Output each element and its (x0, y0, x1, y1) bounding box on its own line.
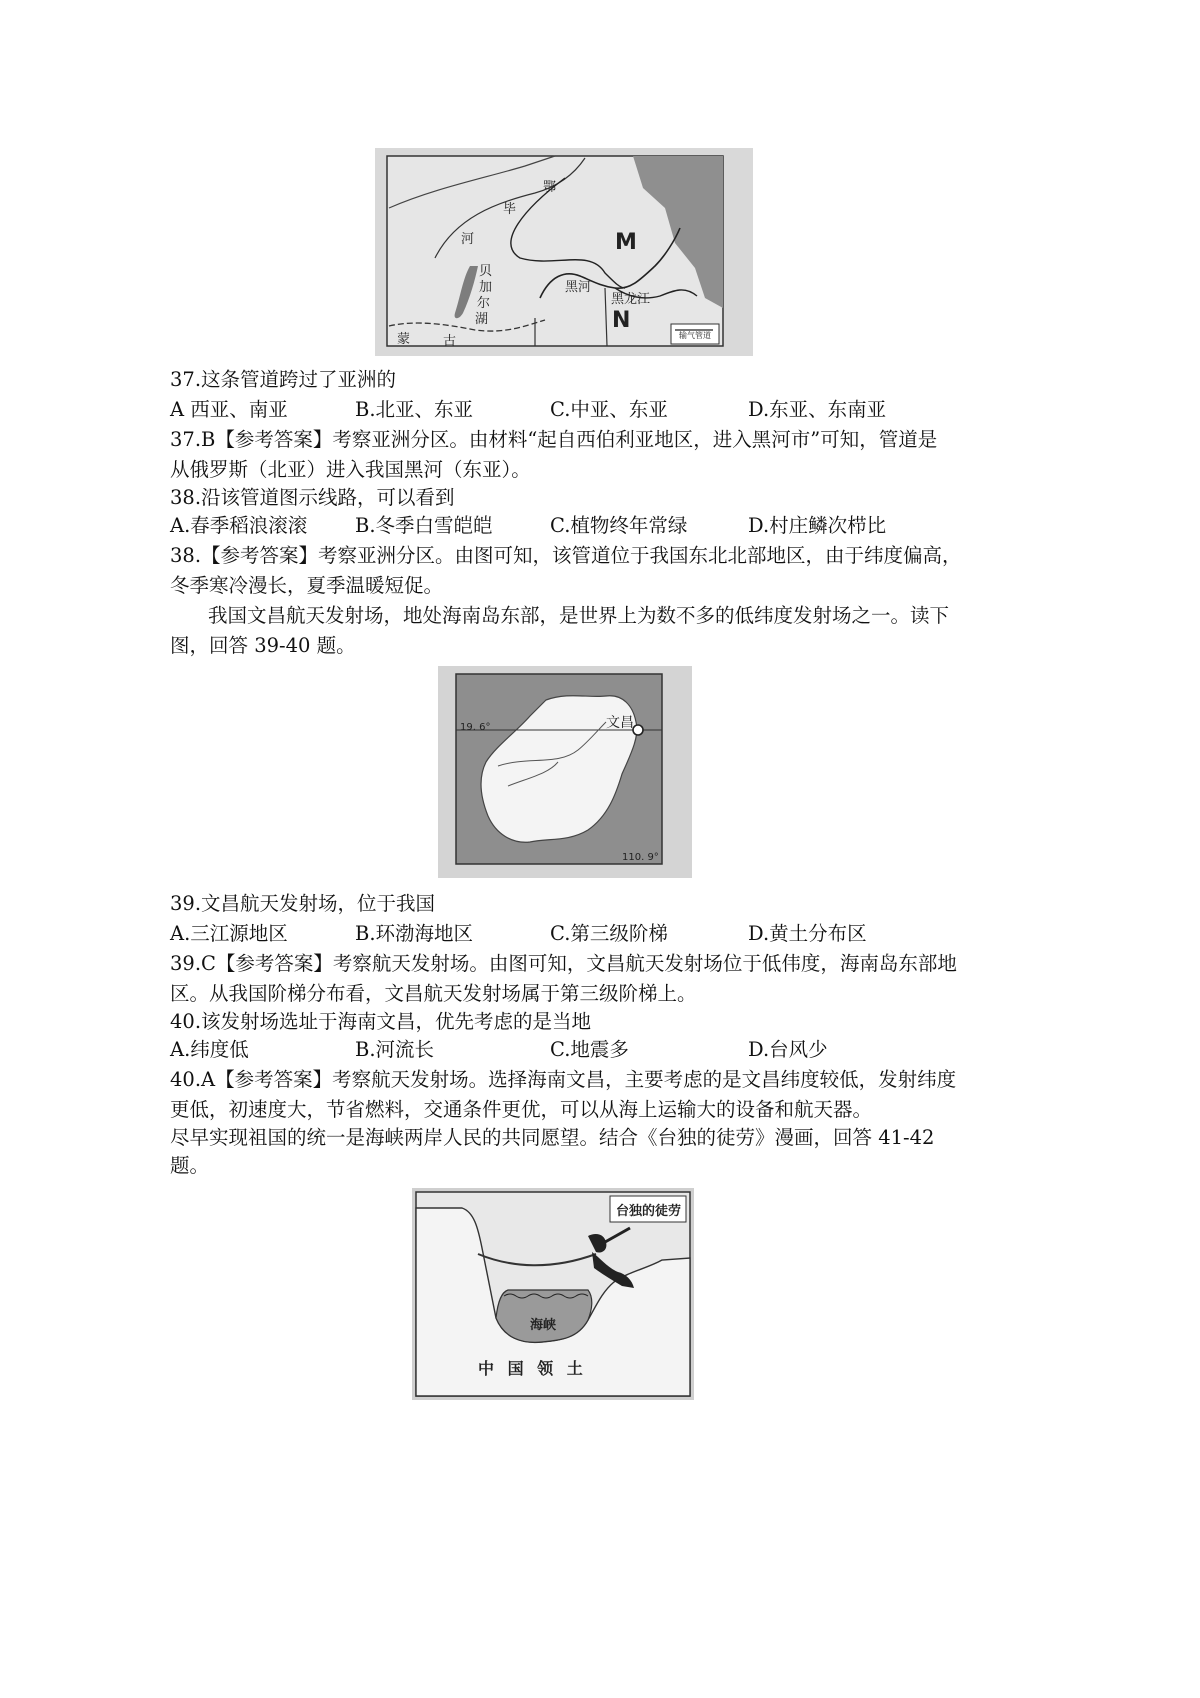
q38-answer-line1: 38.【参考答案】考察亚洲分区。由图可知，该管道位于我国东北北部地区，由于纬度偏高， (170, 544, 962, 567)
q37-option-a: A 西亚、南亚 (170, 398, 288, 421)
q40-option-a: A.纬度低 (170, 1038, 249, 1061)
map-label-river-1: 鄂 (543, 180, 557, 195)
map-label-mongolia-2: 古 (443, 334, 457, 349)
q37-option-b: B.北亚、东亚 (355, 398, 474, 421)
q40-option-b: B.河流长 (355, 1038, 435, 1061)
q37-option-d: D.东亚、东南亚 (748, 398, 887, 421)
map-label-baikal-4: 湖 (475, 312, 489, 327)
map-label-river-2: 毕 (503, 202, 517, 217)
q38-option-b: B.冬季白雪皑皑 (355, 514, 493, 537)
q39-option-c: C.第三级阶梯 (550, 922, 668, 945)
map-label-baikal-3: 尔 (477, 296, 491, 311)
hainan-map (438, 666, 692, 878)
q37-answer-line1: 37.B【参考答案】考察亚洲分区。由材料“起自西伯利亚地区，进入黑河市”可知，管道是 (170, 428, 938, 451)
cartoon-label-strait: 海峡 (530, 1318, 557, 1333)
q39-answer-line2: 区。从我国阶梯分布看，文昌航天发射场属于第三级阶梯上。 (170, 982, 697, 1005)
map-label-baikal-2: 加 (479, 280, 493, 295)
q38-option-d: D.村庄鳞次栉比 (748, 514, 887, 537)
intro2-line2: 图，回答 39-40 题。 (170, 634, 356, 657)
map-label-baikal-1: 贝 (479, 264, 493, 279)
q38-option-a: A.春季稻浪滚滚 (170, 514, 308, 537)
pipeline-map (375, 148, 753, 356)
q37-option-c: C.中亚、东亚 (550, 398, 668, 421)
map-label-m: M (615, 230, 637, 255)
q38-answer-line2: 冬季寒冷漫长，夏季温暖短促。 (170, 574, 444, 597)
q39-option-a: A.三江源地区 (170, 922, 288, 945)
hainan-label-wenchang: 文昌 (606, 715, 634, 731)
map-label-mongolia-1: 蒙 (397, 332, 411, 347)
q39-option-b: B.环渤海地区 (355, 922, 474, 945)
q38-stem: 38.沿该管道图示线路，可以看到 (170, 486, 455, 509)
map-label-heilongjiang: 黑龙江 (611, 292, 651, 307)
map-label-n: N (612, 308, 631, 333)
q40-answer-line1: 40.A【参考答案】考察航天发射场。选择海南文昌，主要考虑的是文昌纬度较低，发射纬度 (170, 1068, 957, 1091)
intro2-line1: 我国文昌航天发射场，地处海南岛东部，是世界上为数不多的低纬度发射场之一。读下 (208, 604, 950, 627)
map-legend-label: 输气管道 (679, 331, 711, 340)
q37-stem: 37.这条管道跨过了亚洲的 (170, 368, 397, 391)
q40-option-d: D.台风少 (748, 1038, 828, 1061)
q37-answer-line2: 从俄罗斯（北亚）进入我国黑河（东亚）。 (170, 458, 531, 481)
q40-stem: 40.该发射场选址于海南文昌，优先考虑的是当地 (170, 1010, 592, 1033)
hainan-map-drawing (438, 666, 692, 878)
hainan-label-latitude: 19. 6° (460, 722, 491, 733)
cartoon-title: 台独的徒劳 (616, 1204, 682, 1219)
q38-option-c: C.植物终年常绿 (550, 514, 688, 537)
q39-option-d: D.黄土分布区 (748, 922, 867, 945)
map-label-heihe: 黑河 (565, 280, 592, 295)
q40-option-c: C.地震多 (550, 1038, 629, 1061)
q39-answer-line1: 39.C【参考答案】考察航天发射场。由图可知，文昌航天发射场位于低伟度，海南岛东部地 (170, 952, 957, 975)
hainan-label-longitude: 110. 9° (622, 852, 659, 863)
map-label-river-3: 河 (461, 232, 475, 247)
pipeline-map-drawing (375, 148, 753, 356)
cartoon-figure (412, 1188, 694, 1400)
cartoon-label-territory: 中 国 领 土 (478, 1359, 587, 1378)
intro3-line2: 题。 (170, 1154, 210, 1177)
q40-answer-line2: 更低，初速度大，节省燃料，交通条件更优，可以从海上运输大的设备和航天器。 (170, 1098, 873, 1121)
intro3-line1: 尽早实现祖国的统一是海峡两岸人民的共同愿望。结合《台独的徒劳》漫画，回答 41-42 (170, 1126, 935, 1149)
q39-stem: 39.文昌航天发射场，位于我国 (170, 892, 436, 915)
